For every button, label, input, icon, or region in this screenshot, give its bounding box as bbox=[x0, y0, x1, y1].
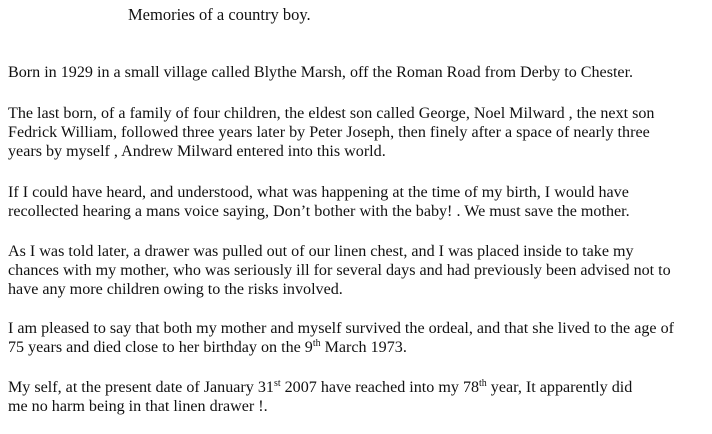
ordinal-suffix: th bbox=[479, 378, 487, 389]
text-line: Fedrick William, followed three years later by Peter Joseph, then finely after a space of nearly three bbox=[8, 123, 650, 141]
text-line: me no harm being in that linen drawer !. bbox=[8, 397, 268, 415]
ordinal-suffix: th bbox=[312, 338, 321, 349]
text-segment: year, It apparently did bbox=[486, 378, 633, 396]
text-segment: My self, at the present date of January 31 bbox=[8, 378, 274, 396]
text-line bbox=[8, 338, 708, 357]
text-line: chances with my mother, who was seriously ill for several days and had previously been advised not to bbox=[8, 261, 671, 279]
text-line: years by myself , Andrew Milward entered into this world. bbox=[8, 142, 386, 160]
text-line: As I was told later, a drawer was pulled out of our linen chest, and I was placed inside to take my bbox=[8, 242, 634, 260]
text-segment: 2007 have reached into my 78 bbox=[280, 378, 480, 396]
paragraph-family bbox=[8, 104, 712, 161]
paragraph-survival bbox=[8, 319, 712, 357]
paragraph-present-date bbox=[8, 378, 712, 416]
text-line: Born in 1929 in a small village called Blythe Marsh, off the Roman Road from Derby to Chester. bbox=[8, 63, 634, 81]
paragraph-birth bbox=[8, 63, 712, 82]
paragraph-linen-drawer bbox=[8, 242, 712, 299]
ordinal-suffix: st bbox=[273, 378, 281, 389]
text-segment: 75 years and died close to her birthday on the 9 bbox=[8, 338, 313, 356]
text-line: I am pleased to say that both my mother and myself survived the ordeal, and that she lived to the age of bbox=[8, 319, 675, 337]
text-line: recollected hearing a mans voice saying, Don’t bother with the baby! . We must save the mother. bbox=[8, 202, 630, 220]
text-line bbox=[8, 378, 708, 397]
document-title: Memories of a country boy. bbox=[128, 5, 311, 24]
text-line: If I could have heard, and understood, what was happening at the time of my birth, I would have bbox=[8, 183, 629, 201]
text-line: The last born, of a family of four children, the eldest son called George, Noel Milward , the next son bbox=[8, 104, 655, 122]
text-segment: March 1973. bbox=[320, 338, 407, 356]
paragraph-birth-memory bbox=[8, 183, 712, 221]
text-line: have any more children owing to the risks involved. bbox=[8, 280, 343, 298]
